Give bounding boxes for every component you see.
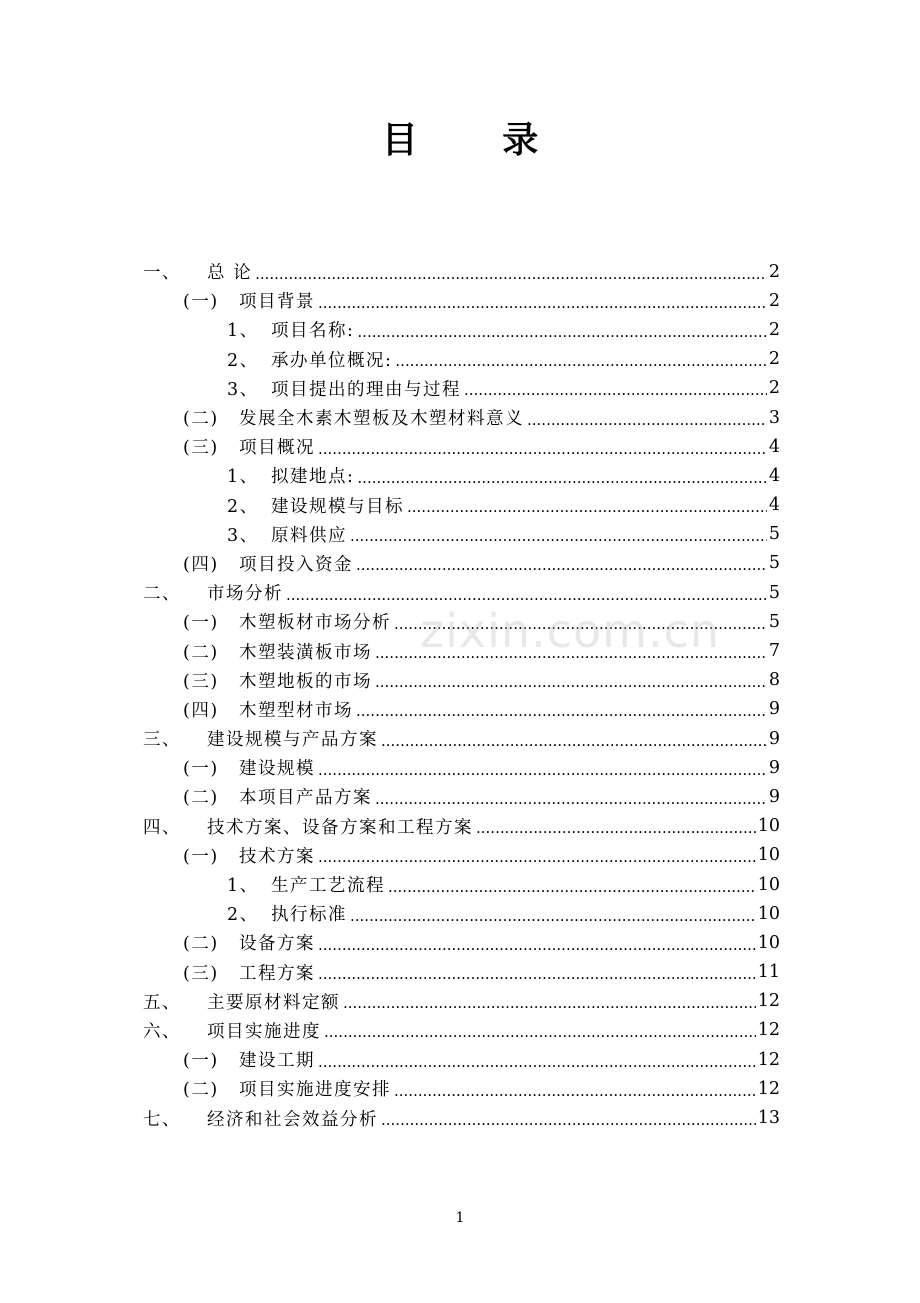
toc-entry[interactable]: [143, 432, 780, 461]
toc-entry-page: 10: [757, 874, 780, 895]
toc-entry[interactable]: [143, 695, 780, 724]
toc-dot-leader: [527, 411, 767, 429]
toc-entry-page: 2: [768, 378, 780, 399]
toc-entry-number: (三): [183, 671, 219, 692]
toc-entry-title: 工程方案: [239, 963, 315, 984]
toc-entry-number: 1、: [227, 467, 259, 488]
toc-entry-title: 项目实施进度安排: [239, 1080, 391, 1101]
toc-entry-number: (四): [183, 700, 219, 721]
toc-entry[interactable]: [143, 1016, 780, 1045]
toc-dot-leader: [381, 732, 767, 750]
toc-entry-number: 七、: [143, 1109, 181, 1130]
toc-dot-leader: [464, 381, 767, 399]
toc-entry-number: (一): [183, 292, 219, 313]
toc-entry-title: 建设规模与产品方案: [207, 730, 378, 751]
toc-entry-title: 项目提出的理由与过程: [271, 379, 461, 400]
toc-entry-page: 10: [757, 932, 780, 953]
toc-dot-leader: [318, 1053, 756, 1071]
toc-entry-title: 主要原材料定额: [207, 992, 340, 1013]
toc-dot-leader: [388, 878, 756, 896]
toc-dot-leader: [375, 673, 767, 691]
toc-entry[interactable]: [143, 841, 780, 870]
toc-entry-number: 三、: [143, 730, 181, 751]
toc-entry-title: 执行标准: [271, 905, 347, 926]
toc-entry-number: (一): [183, 846, 219, 867]
toc-entry[interactable]: [143, 491, 780, 520]
toc-entry-title: 技术方案、设备方案和工程方案: [207, 817, 473, 838]
toc-entry-title: 项目名称:: [271, 321, 355, 342]
toc-entry-page: 10: [757, 903, 780, 924]
toc-dot-leader: [324, 1023, 756, 1041]
toc-entry[interactable]: [143, 812, 780, 841]
toc-entry-title: 项目概况: [239, 438, 315, 459]
toc-entry-page: 2: [768, 319, 780, 340]
toc-entry-title: 项目背景: [239, 292, 315, 313]
toc-entry-title: 建设工期: [239, 1051, 315, 1072]
toc-dot-leader: [357, 323, 766, 341]
toc-entry-page: 5: [768, 611, 780, 632]
toc-entry-title: 木塑装潢板市场: [239, 642, 372, 663]
toc-entry-title: 木塑地板的市场: [239, 671, 372, 692]
toc-entry-title: 发展全木素木塑板及木塑材料意义: [239, 409, 524, 430]
toc-entry-page: 12: [757, 1078, 780, 1099]
toc-entry-number: 2、: [227, 350, 259, 371]
toc-dot-leader: [395, 352, 766, 370]
toc-entry-title: 木塑板材市场分析: [239, 613, 391, 634]
toc-entry-page: 9: [768, 728, 780, 749]
toc-entry-number: (三): [183, 438, 219, 459]
toc-entry-title: 经济和社会效益分析: [207, 1109, 378, 1130]
toc-entry-page: 11: [757, 962, 780, 983]
toc-entry-title: 总 论: [207, 263, 253, 284]
toc-entry-page: 2: [768, 261, 780, 282]
toc-entry-number: 二、: [143, 584, 181, 605]
toc-entry-page: 12: [757, 991, 780, 1012]
toc-dot-leader: [255, 265, 767, 283]
toc-entry-page: 3: [768, 407, 780, 428]
toc-entry-page: 12: [757, 1049, 780, 1070]
toc-dot-leader: [476, 819, 756, 837]
toc-entry-title: 项目投入资金: [239, 554, 353, 575]
toc-entry-number: 1、: [227, 321, 259, 342]
toc-dot-leader: [343, 994, 756, 1012]
toc-entry[interactable]: [143, 374, 780, 403]
toc-entry[interactable]: [143, 520, 780, 549]
toc-entry-number: (一): [183, 759, 219, 780]
toc-entry-page: 5: [768, 582, 780, 603]
toc-entry[interactable]: [143, 578, 780, 607]
toc-dot-leader: [318, 294, 767, 312]
toc-entry[interactable]: [143, 928, 780, 957]
toc-entry-number: 一、: [143, 263, 181, 284]
toc-dot-leader: [394, 1082, 756, 1100]
toc-entry-title: 建设规模与目标: [271, 496, 404, 517]
toc-entry[interactable]: [143, 1045, 780, 1074]
toc-entry[interactable]: [143, 315, 780, 344]
toc-dot-leader: [318, 761, 767, 779]
toc-entry-number: 1、: [227, 876, 259, 897]
toc-entry[interactable]: [143, 403, 780, 432]
toc-entry[interactable]: [143, 987, 780, 1016]
toc-entry-title: 木塑型材市场: [239, 700, 353, 721]
page-title: 目 录: [381, 120, 575, 161]
toc-entry[interactable]: [143, 345, 780, 374]
toc-entry-number: (二): [183, 788, 219, 809]
toc-entry-title: 承办单位概况:: [271, 350, 393, 371]
toc-entry-number: (一): [183, 1051, 219, 1072]
toc-entry-number: 四、: [143, 817, 181, 838]
table-of-contents: [143, 257, 780, 1133]
toc-dot-leader: [318, 965, 756, 983]
toc-entry-page: 2: [768, 349, 780, 370]
toc-entry-number: (一): [183, 613, 219, 634]
toc-entry-number: (四): [183, 554, 219, 575]
toc-entry-page: 10: [757, 816, 780, 837]
toc-entry-page: 9: [768, 786, 780, 807]
toc-entry-page: 2: [768, 290, 780, 311]
toc-entry-page: 4: [768, 465, 780, 486]
toc-dot-leader: [357, 469, 766, 487]
toc-entry-number: (三): [183, 963, 219, 984]
toc-entry-page: 10: [757, 845, 780, 866]
toc-entry[interactable]: [143, 1074, 780, 1103]
toc-entry-number: 六、: [143, 1021, 181, 1042]
watermark: zixin.com.cn: [420, 604, 721, 658]
toc-dot-leader: [356, 556, 767, 574]
toc-dot-leader: [286, 586, 767, 604]
toc-entry[interactable]: [143, 666, 780, 695]
toc-entry-page: 7: [768, 641, 780, 662]
toc-entry-page: 13: [757, 1108, 780, 1129]
toc-entry-title: 拟建地点:: [271, 467, 355, 488]
toc-entry-title: 建设规模: [239, 759, 315, 780]
toc-entry-title: 市场分析: [207, 584, 283, 605]
toc-dot-leader: [350, 527, 767, 545]
toc-entry-page: 12: [757, 1020, 780, 1041]
toc-entry-title: 本项目产品方案: [239, 788, 372, 809]
toc-entry-number: 3、: [227, 525, 259, 546]
toc-dot-leader: [375, 790, 767, 808]
toc-entry-title: 项目实施进度: [207, 1021, 321, 1042]
toc-entry-number: (二): [183, 642, 219, 663]
toc-entry-number: 2、: [227, 496, 259, 517]
toc-entry-number: 五、: [143, 992, 181, 1013]
toc-entry[interactable]: [143, 257, 780, 286]
toc-entry-title: 技术方案: [239, 846, 315, 867]
toc-entry-page: 4: [768, 436, 780, 457]
toc-entry[interactable]: [143, 286, 780, 315]
toc-entry-page: 9: [768, 699, 780, 720]
page-number: 1: [455, 1210, 465, 1226]
toc-entry[interactable]: [143, 753, 780, 782]
toc-dot-leader: [318, 440, 767, 458]
toc-dot-leader: [356, 702, 767, 720]
toc-entry-page: 5: [768, 524, 780, 545]
toc-entry[interactable]: [143, 1103, 780, 1132]
toc-dot-leader: [318, 848, 756, 866]
toc-entry-title: 原料供应: [271, 525, 347, 546]
toc-entry[interactable]: [143, 870, 780, 899]
toc-entry[interactable]: [143, 724, 780, 753]
toc-entry[interactable]: [143, 958, 780, 987]
toc-entry-page: 4: [768, 495, 780, 516]
toc-entry-number: (二): [183, 1080, 219, 1101]
toc-entry-page: 8: [768, 670, 780, 691]
toc-entry-number: (二): [183, 934, 219, 955]
toc-entry-page: 5: [768, 553, 780, 574]
toc-entry[interactable]: [143, 899, 780, 928]
toc-entry[interactable]: [143, 549, 780, 578]
toc-entry-page: 9: [768, 757, 780, 778]
toc-entry-number: (二): [183, 409, 219, 430]
toc-dot-leader: [318, 936, 756, 954]
toc-entry-number: 2、: [227, 905, 259, 926]
toc-entry[interactable]: [143, 782, 780, 811]
toc-dot-leader: [350, 907, 756, 925]
toc-entry-title: 设备方案: [239, 934, 315, 955]
toc-dot-leader: [381, 1111, 756, 1129]
toc-entry[interactable]: [143, 461, 780, 490]
toc-entry-title: 生产工艺流程: [271, 876, 385, 897]
toc-entry-number: 3、: [227, 379, 259, 400]
toc-dot-leader: [407, 498, 767, 516]
